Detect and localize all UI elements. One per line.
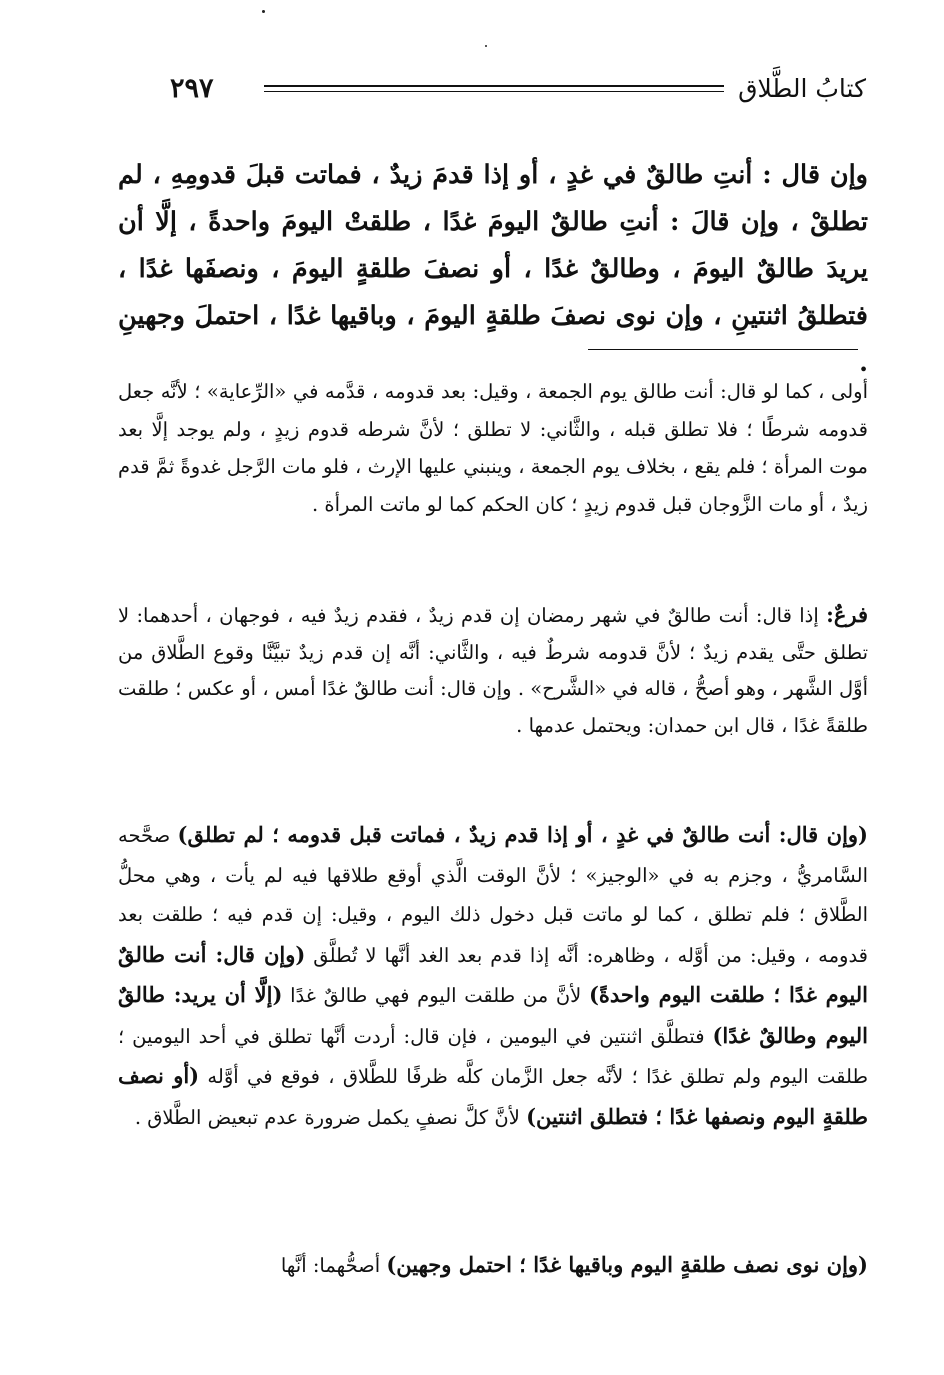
commentary-text: لأنَّ كلَّ نصفٍ يكمل ضرورة عدم تبعيض الطَّلاق .: [134, 1105, 527, 1129]
ink-speck: [262, 10, 265, 13]
footnote-continuation: [118, 373, 868, 523]
quoted-matn: (أو نصف طلقةٍ اليوم ونصفها غدًا ؛ فتطلق اثنتين): [118, 1063, 868, 1129]
main-text-paragraph: وإن قال : أنتِ طالقٌ في غدٍ ، أو إذا قدمَ زيدٌ ، فماتت قبلَ قدومِهِ ، لم تطلقْ ، وإن قالَ : أنتِ طالقٌ اليومَ غدًا ، طلقتْ اليومَ واحدةً ، إلَّا أن يريدَ طالقٌ اليومَ ، وطالقٌ غدًا ، أو نصفَ طلقةٍ اليومَ ، ونصفَها غدًا ، فتطلقُ اثنتينِ ، وإن نوى نصفَ طلقةٍ اليومَ ، وباقيها غدًا ، احتملَ وجهينِ .: [118, 160, 868, 378]
commentary-text: فتطلَّق اثنتين في اليومين ، فإن قال: أردت أنَّها تطلق في أحد اليومين ؛ طلقت اليوم ولم تطلق غدًا ؛ لأنَّه جعل الزَّمان كلَّه ظرفًا للطَّلاق ، فوقع في أوَّله: [118, 1024, 868, 1088]
branch-section: [118, 597, 868, 744]
footnote-paragraph: أولى ، كما لو قال: أنت طالق يوم الجمعة ، وقيل: بعد قدومه ، قدَّمه في «الرِّعاية» ؛ لأنَّه جعل قدومه شرطًا ؛ فلا تطلق قبله ، والثَّاني: لا تطلق ؛ لأنَّ شرطه قدوم زيدٍ ، ولم يوجد إلَّا بعد موت المرأة ؛ فلم يقع ، بخلاف يوم الجمعة ، وينبني عليها الإرث ، فلو مات الرَّجل غدوةً ثمَّ قدم زيدٌ ، أو مات الزَّوجان قبل قدوم زيدٍ ؛ كان الحكم كما لو ماتت المرأة .: [118, 380, 868, 516]
quoted-matn: (إلَّا أن يريد: طالقٌ اليوم وطالقٌ غدًا): [118, 982, 869, 1048]
quoted-matn: (وإن قال: أنت طالقٌ في غدٍ ، أو إذا قدم زيدٌ ، فماتت قبل قدومه ؛ لم تطلق): [177, 822, 868, 847]
footnote-separator: [588, 349, 858, 350]
commentary-paragraph: [118, 815, 868, 1137]
ink-speck: [485, 45, 487, 47]
running-title: كتابُ الطَّلاق: [738, 73, 866, 103]
page-header: [150, 68, 866, 108]
branch-text: إذا قال: أنت طالقٌ في شهر رمضان إن قدم زيدٌ ، فقدم زيدٌ فيه ، فوجهان ، أحدهما: لا تطلق حتَّى يقدم زيدٌ ؛ لأنَّ قدومه شرطٌ فيه ، والثَّاني: أنَّه إن قدم زيدٌ تبيَّنَّا وقوع الطَّلاق من أوَّل الشَّهر ، وهو أصحُّ ، قاله في «الشَّرح» . وإن قال: أنت طالقٌ غدًا أمس ، أو عكس ؛ طلقت طلقةً غدًا ، قال ابن حمدان: ويحتمل عدمها .: [118, 604, 868, 737]
page-number: ٢٩٧: [170, 72, 214, 104]
commentary-text: أصحُّهما: أنَّها: [280, 1254, 387, 1277]
branch-paragraph: [118, 597, 868, 744]
quoted-matn: (وإن قال: أنت طالقٌ اليوم غدًا ؛ طلقت اليوم واحدةً): [118, 941, 869, 1007]
main-text: [118, 152, 868, 387]
commentary-section: [118, 815, 868, 1137]
commentary-paragraph: [118, 1245, 868, 1285]
commentary-text: لأنَّ من طلقت اليوم فهي طالقٌ غدًا: [282, 984, 589, 1007]
commentary-last-line: [118, 1245, 868, 1285]
quoted-matn: (وإن نوى نصف طلقةٍ اليوم وباقيها غدًا ؛ احتمل وجهين): [386, 1252, 868, 1277]
commentary-text: صحَّحه السَّامريُّ ، وجزم به في «الوجيز» ؛ لأنَّ الوقت الَّذي أوقع طلاقها فيه لم يأت ، وهي محلُّ الطَّلاق ؛ فلم تطلق ، كما لو ماتت قبل دخول ذلك اليوم ، وقيل: إن قدم فيه ؛ طلقت بعد قدومه ، وقيل: من أوَّله ، وظاهره: أنَّه إذا قدم بعد الغد أنَّها لا تُطلَّق: [118, 824, 868, 967]
header-double-rule: [264, 85, 724, 92]
branch-label: فرعٌ:: [826, 602, 869, 627]
